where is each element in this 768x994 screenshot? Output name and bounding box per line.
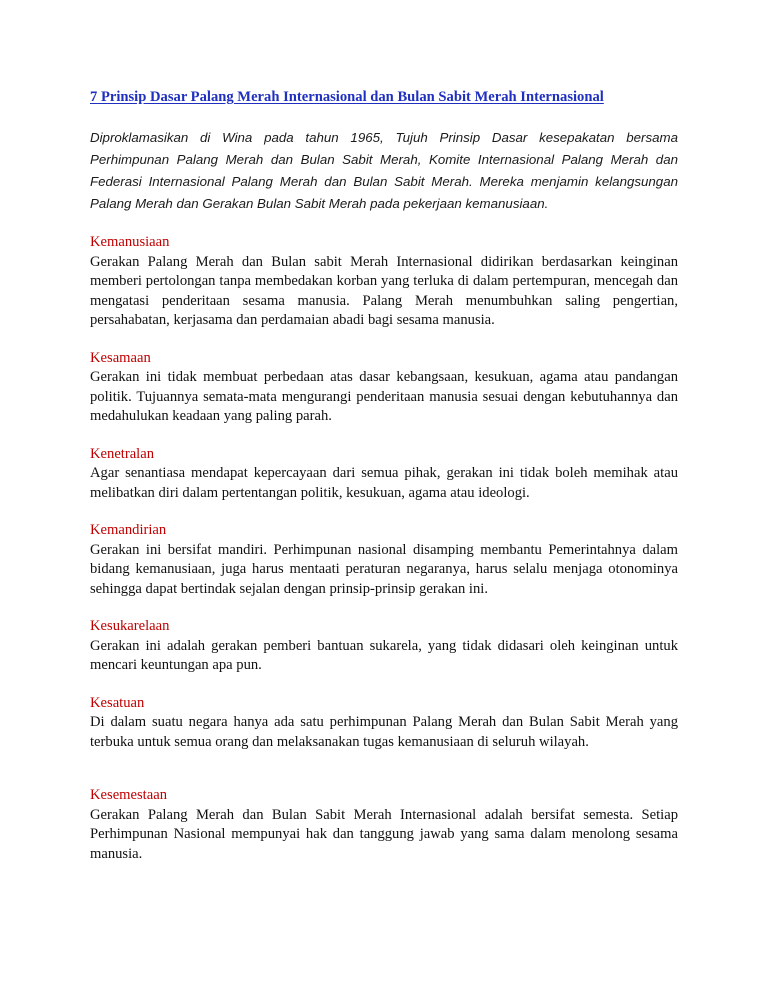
- principle-text: Gerakan ini bersifat mandiri. Perhimpunan nasional disamping membantu Pemerintahnya dalam bidang kemanusiaan, juga harus mentaati peraturan negaranya, harus selalu menjaga otonominya sehingga dapat bertindak sejalan dengan prinsip-prinsip gerakan ini.: [90, 541, 678, 597]
- document-title-link[interactable]: 7 Prinsip Dasar Palang Merah Internasional dan Bulan Sabit Merah Internasional: [90, 89, 604, 105]
- intro-paragraph: Diproklamasikan di Wina pada tahun 1965, Tujuh Prinsip Dasar kesepakatan bersama Perhimpunan Palang Merah dan Bulan Sabit Merah, Komite Internasional Palang Merah dan Federasi Internasional Palang Merah dan Bulan Sabit Merah. Mereka menjamin kelangsungan Palang Merah dan Gerakan Bulan Sabit Merah pada pekerjaan kemanusiaan.: [90, 130, 678, 211]
- principle-kesukarelaan: [90, 617, 678, 676]
- principle-heading: Kemandirian: [90, 522, 167, 538]
- principle-kemanusiaan: [90, 233, 678, 331]
- principle-kesamaan: [90, 349, 678, 427]
- principle-kesemestaan: [90, 786, 678, 864]
- principle-text: Agar senantiasa mendapat kepercayaan dari semua pihak, gerakan ini tidak boleh memihak atau melibatkan diri dalam pertentangan politik, kesukuan, agama atau ideologi.: [90, 465, 678, 501]
- principle-heading: Kesukarelaan: [90, 618, 170, 634]
- principle-heading: Kesamaan: [90, 349, 151, 366]
- principle-heading: Kesemestaan: [90, 787, 167, 803]
- principle-kenetralan: [90, 445, 678, 504]
- principle-heading: Kemanusiaan: [90, 234, 170, 250]
- principle-text: Gerakan ini adalah gerakan pemberi bantuan sukarela, yang tidak didasari oleh keinginan untuk mencari keuntungan apa pun.: [90, 637, 678, 673]
- principle-text: Gerakan Palang Merah dan Bulan sabit Merah Internasional didirikan berdasarkan keinginan memberi pertolongan tanpa membedakan korban yang terluka di dalam pertempuran, mencegah dan mengatasi penderitaan sesama manusia. Palang Merah menumbuhkan saling pengertian, persahabatan, kerjasama dan perdamaian abadi bagi sesama manusia.: [90, 253, 678, 328]
- principle-text: Gerakan Palang Merah dan Bulan Sabit Merah Internasional adalah bersifat semesta. Setiap Perhimpunan Nasional mempunyai hak dan tanggung jawab yang sama dalam menolong sesama manusia.: [90, 806, 678, 862]
- principle-kemandirian: [90, 521, 678, 599]
- principle-text: Di dalam suatu negara hanya ada satu perhimpunan Palang Merah dan Bulan Sabit Merah yang terbuka untuk semua orang dan melaksanakan tugas kemanusiaan di seluruh wilayah.: [90, 714, 678, 750]
- principle-heading: Kesatuan: [90, 694, 145, 711]
- principle-text: Gerakan ini tidak membuat perbedaan atas dasar kebangsaan, kesukuan, agama atau pandangan politik. Tujuannya semata-mata mengurangi penderitaan manusia sesuai dengan kebutuhannya dan medahulukan keadaan yang paling parah.: [90, 369, 678, 424]
- principle-heading: Kenetralan: [90, 445, 155, 462]
- principle-kesatuan: [90, 694, 678, 753]
